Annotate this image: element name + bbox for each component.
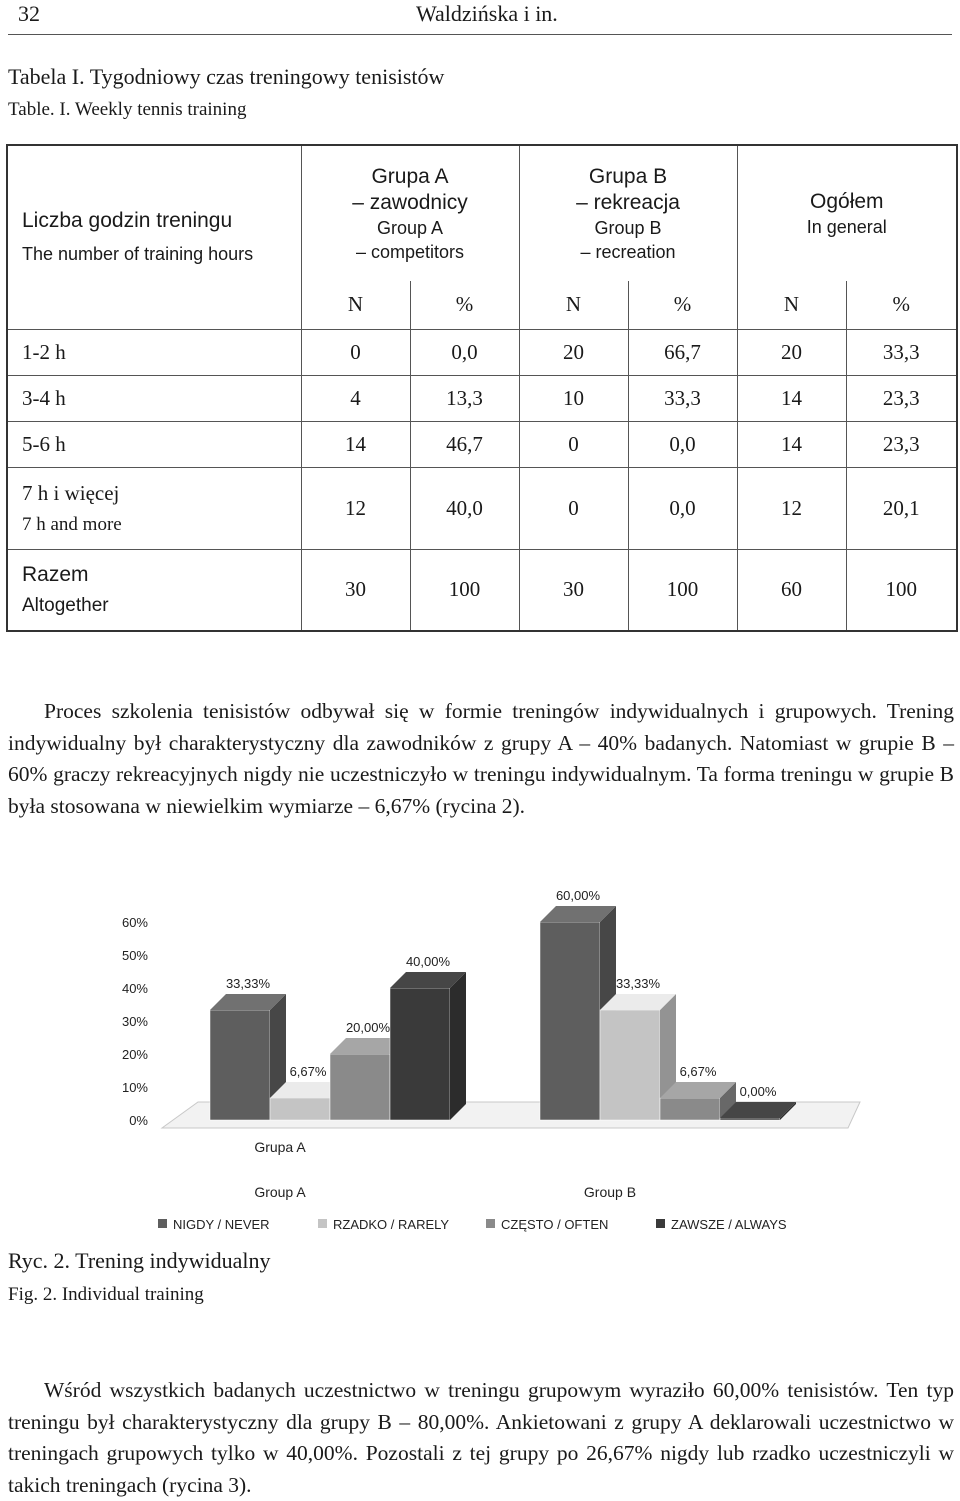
table-row <box>7 375 957 421</box>
group-b-en-2: – recreation <box>580 241 676 262</box>
header-group-a <box>301 145 519 281</box>
subheader-cell: % <box>410 281 519 329</box>
total-pl: Ogółem <box>810 189 884 213</box>
training-hours-table <box>6 144 958 632</box>
table-cell: 0 <box>301 329 410 375</box>
data-label: 33,33% <box>615 976 661 992</box>
table-cell: 0,0 <box>410 329 519 375</box>
total-en: In general <box>806 216 887 237</box>
data-labels <box>226 888 777 1099</box>
row-label: 5-6 h <box>7 421 301 467</box>
group-b-en-1: Group B <box>594 217 662 238</box>
header-rule <box>8 34 952 35</box>
legend-label: ZAWSZE / ALWAYS <box>671 1217 787 1232</box>
bar <box>660 1098 720 1120</box>
row-label: 1-2 h <box>7 329 301 375</box>
table-cell: 0,0 <box>628 421 737 467</box>
table-cell: 0 <box>519 421 628 467</box>
table-cell: 12 <box>301 467 410 549</box>
table-header-row <box>7 145 957 281</box>
y-tick-label: 20% <box>121 1047 148 1062</box>
row-label-cell <box>7 549 301 631</box>
table-cell: 33,3 <box>628 375 737 421</box>
table-cell: 20 <box>737 329 846 375</box>
paragraph-1-text: Proces szkolenia tenisistów odbywał się w formie treningów indywidualnych i grupowych. Trening indywidualny był charakterystyczny dla zawodników z grupy A – 40% badanych. Natomiast w grupie B – 60% graczy rekreacyjnych nigdy nie uczestniczyło w treningu indywidualnym. Ta forma treningu w grupie B była stosowana w niewielkim wymiarze – 6,67% (rycina 2). <box>8 699 954 818</box>
legend-label: CZĘSTO / OFTEN <box>501 1217 609 1232</box>
table-cell: 20,1 <box>882 495 920 520</box>
table-row <box>7 421 957 467</box>
bar <box>330 1054 390 1120</box>
group-a-pl-2: – zawodnicy <box>352 190 468 214</box>
table-cell: 14 <box>301 421 410 467</box>
table-cell: 20 <box>519 329 628 375</box>
figure-caption-pl: Ryc. 2. Trening indywidualny <box>8 1248 271 1273</box>
table-cell: 0 <box>519 467 628 549</box>
chart-legend <box>158 1217 787 1232</box>
y-tick-label: 50% <box>121 948 148 963</box>
chart-bars <box>210 906 796 1120</box>
y-tick-label: 10% <box>121 1080 148 1095</box>
paragraph-2-text: Wśród wszystkich badanych uczestnictwo w treningu grupowym wyraziło 60,00% tenisistów. Ten typ treningu był charakterystyczny dla grupy B – 80,00%. Ankietowani z grupy A deklarowali uczestnictwo w treningach grupowych tylko w 40,00%. Pozostali z tej grupy po 26,67% nigdy lub rzadko uczestniczyli w takich treningach (rycina 3). <box>8 1378 954 1497</box>
row-label-en: 7 h and more <box>22 513 122 535</box>
data-label: 33,33% <box>225 976 271 992</box>
table-cell: 4 <box>301 375 410 421</box>
subheader-cell: % <box>892 292 911 317</box>
table-caption-en: Table. I. Weekly tennis training <box>8 99 247 120</box>
x-axis-labels <box>254 1139 636 1200</box>
legend-swatch <box>486 1219 495 1228</box>
table-cell: 66,7 <box>628 329 737 375</box>
group-b-pl-2: – rekreacja <box>576 190 680 214</box>
table-cell: 100 <box>628 549 737 631</box>
table-cell: 33,3 <box>882 339 920 364</box>
page-header <box>8 0 952 34</box>
data-label: 40,00% <box>405 954 451 969</box>
table-cell: 60 <box>737 549 846 631</box>
row-label: 3-4 h <box>7 375 301 421</box>
bar <box>600 1010 660 1120</box>
row-label: 7 h i więcej <box>22 480 120 505</box>
y-tick-label: 30% <box>121 1014 148 1029</box>
y-axis <box>122 915 148 1128</box>
table-row <box>7 467 957 549</box>
table-cell: 0,0 <box>628 467 737 549</box>
bar <box>270 1098 330 1120</box>
row-label: Razem <box>22 562 89 586</box>
legend-label: NIGDY / NEVER <box>173 1217 270 1232</box>
y-tick-label: 0% <box>129 1113 148 1128</box>
bar <box>210 1010 270 1120</box>
header-hours-en: The number of training hours <box>22 244 254 265</box>
subheader-cell: N <box>519 281 628 329</box>
table-cell: 46,7 <box>410 421 519 467</box>
header-hours-cell <box>7 145 301 329</box>
running-head: Waldzińska i in. <box>416 1 558 26</box>
legend-swatch <box>656 1219 665 1228</box>
table-cell: 30 <box>301 549 410 631</box>
paragraph-1 <box>8 696 954 822</box>
figure-caption-en: Fig. 2. Individual training <box>8 1284 204 1305</box>
page-number: 32 <box>18 1 40 26</box>
bar-side <box>450 972 466 1120</box>
legend-swatch <box>158 1219 167 1228</box>
subheader-cell: N <box>301 281 410 329</box>
subheader-cell: % <box>628 281 737 329</box>
bar <box>390 988 450 1120</box>
table-cell: 13,3 <box>410 375 519 421</box>
header-hours-pl: Liczba godzin treningu <box>22 209 233 233</box>
table-caption-pl: Tabela I. Tygodniowy czas treningowy tenisistów <box>8 64 445 89</box>
legend-swatch <box>318 1219 327 1228</box>
data-label: 0,00% <box>739 1084 777 1099</box>
header-total <box>737 145 957 281</box>
table-cell: 12 <box>737 467 846 549</box>
table-row <box>7 329 957 375</box>
data-label: 6,67% <box>289 1063 327 1079</box>
table-cell: 14 <box>737 421 846 467</box>
table-cell: 23,3 <box>882 431 920 456</box>
individual-training-chart <box>80 880 880 1240</box>
table-row <box>7 549 957 631</box>
subheader-cell: N <box>737 281 846 329</box>
group-a-en-2: – competitors <box>355 241 465 262</box>
data-label: 60,00% <box>555 888 601 903</box>
legend-label: RZADKO / RARELY <box>333 1217 450 1232</box>
table-cell: 100 <box>885 577 918 602</box>
row-label-en: Altogether <box>22 594 109 616</box>
table-cell: 23,3 <box>882 385 920 410</box>
y-tick-label: 40% <box>121 981 148 996</box>
y-tick-label: 60% <box>121 915 148 930</box>
bar <box>540 922 600 1120</box>
x-tick-label: Group A <box>254 1184 306 1200</box>
table-cell: 100 <box>410 549 519 631</box>
table-cell: 10 <box>519 375 628 421</box>
table-cell: 14 <box>737 375 846 421</box>
data-label: 20,00% <box>345 1020 391 1035</box>
row-label-cell <box>7 467 301 549</box>
x-tick-label: Grupa A <box>254 1139 306 1155</box>
data-label: 6,67% <box>679 1063 717 1079</box>
table-cell: 40,0 <box>410 467 519 549</box>
x-tick-label: Group B <box>583 1184 637 1200</box>
group-a-pl-1: Grupa A <box>371 164 449 188</box>
paragraph-2 <box>8 1375 954 1501</box>
table-cell: 30 <box>519 549 628 631</box>
group-a-en-1: Group A <box>376 217 444 238</box>
header-group-b <box>519 145 737 281</box>
bar <box>720 1118 780 1120</box>
group-b-pl-1: Grupa B <box>588 164 668 188</box>
